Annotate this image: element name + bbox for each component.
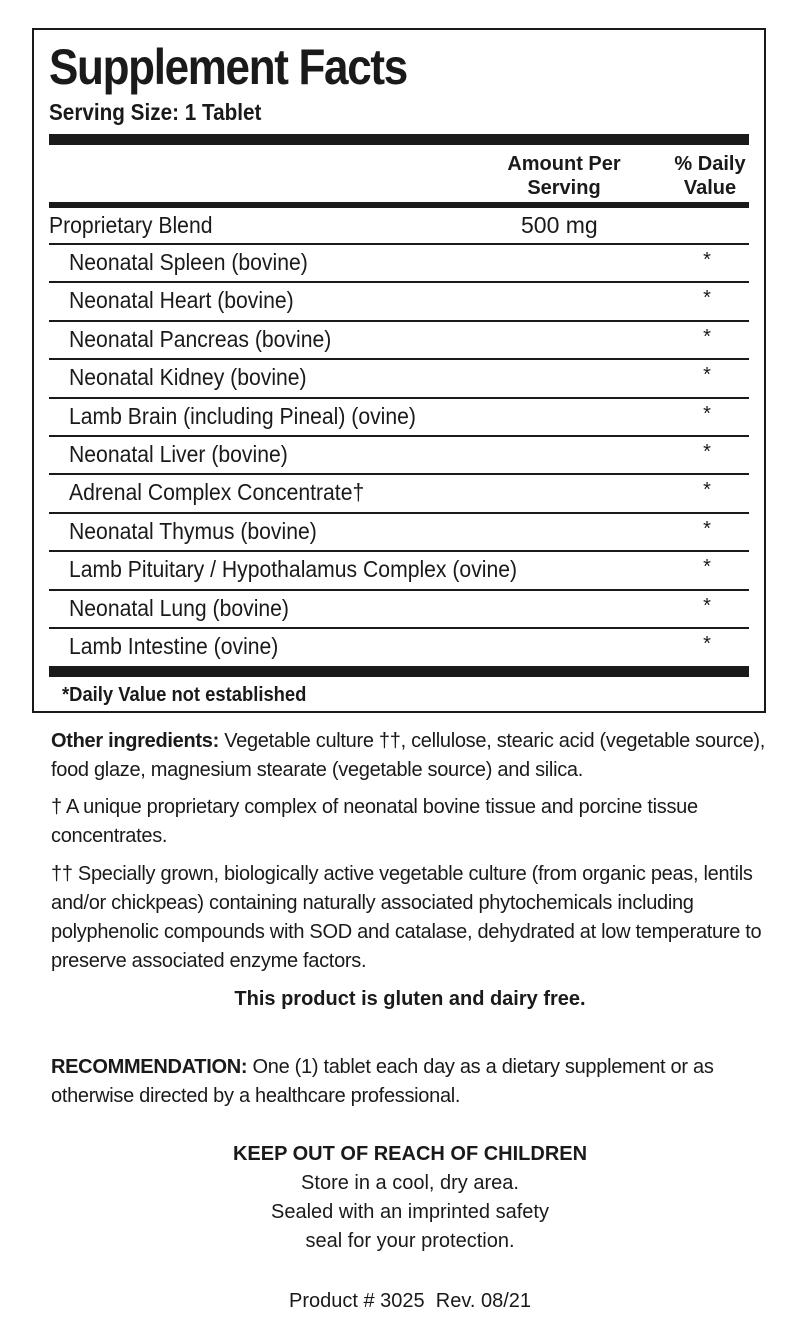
ingredient-daily-value: *: [703, 632, 711, 655]
ingredient-daily-value: *: [703, 364, 711, 387]
ingredient-name: Neonatal Lung (bovine): [69, 594, 289, 621]
ingredient-row: [49, 475, 749, 513]
warning-heading: KEEP OUT OF REACH OF CHILDREN: [232, 1143, 588, 1165]
other-ingredients: [51, 727, 771, 785]
ingredient-name: Neonatal Spleen (bovine): [69, 249, 308, 275]
ingredient-daily-value: *: [703, 249, 711, 271]
double-dagger-note: †† Specially grown, biologically active vegetable culture (from organic peas, lentils and/or chickpeas) containing naturally associated phytochemicals including polyphenolic compounds with SOD and catalase, dehydrated at low temperature to preserve associated enzyme factors.: [51, 863, 762, 972]
amount-per-serving-header: Amount Per Serving: [507, 153, 621, 199]
proprietary-blend-row: [49, 208, 749, 245]
safety-seal-line-1: Sealed with an imprinted safety: [271, 1201, 549, 1223]
ingredient-name: Neonatal Liver (bovine): [69, 440, 288, 467]
ingredient-row: [49, 629, 749, 667]
top-divider-bar: [49, 134, 749, 145]
ingredient-name: Lamb Pituitary / Hypothalamus Complex (ovine): [69, 556, 518, 583]
ingredient-list: [49, 245, 749, 667]
other-ingredients-label: Other ingredients:: [51, 730, 219, 752]
ingredient-name: Lamb Intestine (ovine): [69, 632, 279, 659]
ingredient-daily-value: *: [703, 594, 711, 617]
ingredient-row: [49, 322, 749, 360]
recommendation-label: RECOMMENDATION:: [51, 1056, 248, 1078]
safety-seal-line-2: seal for your protection.: [305, 1230, 515, 1252]
bottom-divider-bar: [49, 666, 749, 677]
storage-line: Store in a cool, dry area.: [301, 1172, 519, 1194]
other-ingredients-text: Vegetable culture ††, cellulose, stearic acid (vegetable source), food glaze, magnesium stearate (vegetable source) and silica.: [51, 730, 766, 781]
recommendation: [51, 1053, 771, 1111]
ingredient-row: [49, 514, 749, 552]
ingredient-name: Neonatal Heart (bovine): [69, 287, 294, 314]
ingredient-row: [49, 552, 749, 590]
ingredient-name: Neonatal Kidney (bovine): [69, 364, 307, 391]
ingredient-row: [49, 591, 749, 629]
ingredient-daily-value: *: [703, 517, 711, 540]
ingredient-daily-value: *: [703, 440, 711, 463]
panel-title: Supplement Facts: [49, 39, 407, 95]
ingredient-row: [49, 437, 749, 475]
gluten-statement: This product is gluten and dairy free.: [234, 988, 586, 1010]
daily-value-header: % Daily Value: [674, 153, 746, 199]
ingredient-daily-value: *: [703, 556, 711, 579]
ingredient-name: Lamb Brain (including Pineal) (ovine): [69, 402, 416, 429]
supplement-facts-panel: [32, 28, 766, 713]
ingredient-name: Neonatal Pancreas (bovine): [69, 325, 332, 352]
serving-size: Serving Size: 1 Tablet: [49, 99, 262, 125]
ingredient-row: [49, 283, 749, 321]
ingredient-daily-value: *: [703, 402, 711, 425]
product-code: Product # 3025 Rev. 08/21: [288, 1290, 531, 1312]
recommendation-text: One (1) tablet each day as a dietary supplement or as otherwise directed by a healthcare professional.: [51, 1056, 714, 1107]
blend-name: Proprietary Blend: [49, 212, 213, 238]
blend-amount: 500 mg: [521, 212, 598, 238]
ingredient-daily-value: *: [703, 325, 711, 348]
ingredient-name: Neonatal Thymus (bovine): [69, 517, 317, 544]
daily-value-footnote: *Daily Value not established: [62, 684, 307, 706]
ingredient-daily-value: *: [703, 479, 711, 502]
ingredient-daily-value: *: [703, 287, 711, 310]
ingredient-row: [49, 399, 749, 437]
dagger-note: † A unique proprietary complex of neonatal bovine tissue and porcine tissue concentrates.: [51, 796, 698, 847]
ingredient-name: Adrenal Complex Concentrate†: [69, 479, 365, 506]
ingredient-row: [49, 360, 749, 398]
ingredient-row: [49, 245, 749, 283]
